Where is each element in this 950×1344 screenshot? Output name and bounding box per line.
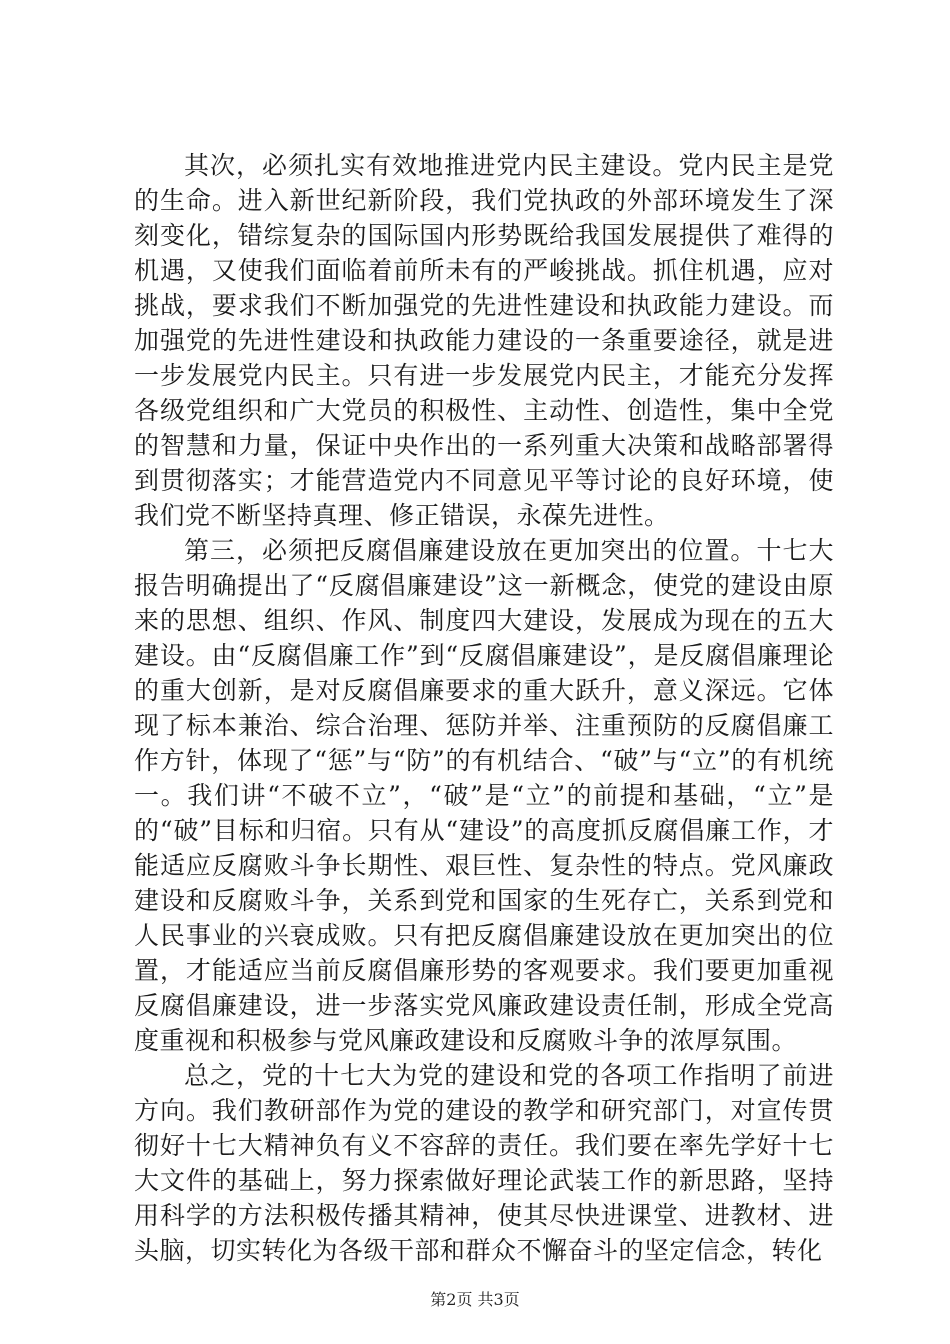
paragraph-party-democracy: 其次，必须扎实有效地推进党内民主建设。党内民主是党的生命。进入新世纪新阶段，我们党执政的外部环境发生了深刻变化，错综复杂的国际国内形势既给我国发展提供了难得的机遇，又使我们面临着前所未有的严峻挑战。抓住机遇，应对挑战，要求我们不断加强党的先进性建设和执政能力建设。而加强党的先进性建设和执政能力建设的一条重要途径，就是进一步发展党内民主。只有进一步发展党内民主，才能充分发挥各级党组织和广大党员的积极性、主动性、创造性，集中全党的智慧和力量，保证中央作出的一系列重大决策和战略部署得到贯彻落实；才能营造党内不同意见平等讨论的良好环境，使我们党不断坚持真理、修正错误，永葆先进性。 (134, 151, 834, 530)
paragraph-anti-corruption: 第三，必须把反腐倡廉建设放在更加突出的位置。十七大报告明确提出了“反腐倡廉建设”这一新概念，使党的建设由原来的思想、组织、作风、制度四大建设，发展成为现在的五大建设。由“反腐倡廉工作”到“反腐倡廉建设”，是反腐倡廉理论的重大创新，是对反腐倡廉要求的重大跃升，意义深远。它体现了标本兼治、综合治理、惩防并举、注重预防的反腐倡廉工作方针，体现了“惩”与“防”的有机结合、“破”与“立”的有机统一。我们讲“不破不立”，“破”是“立”的前提和基础，“立”是的“破”目标和归宿。只有从“建设”的高度抓反腐倡廉工作，才能适应反腐败斗争长期性、艰巨性、复杂性的特点。党风廉政建设和反腐败斗争，关系到党和国家的生死存亡，关系到党和人民事业的兴衰成败。只有把反腐倡廉建设放在更加突出的位置，才能适应当前反腐倡廉形势的客观要求。我们要更加重视反腐倡廉建设，进一步落实党风廉政建设责任制，形成全党高度重视和积极参与党风廉政建设和反腐败斗争的浓厚氛围。 (134, 536, 834, 1055)
paragraph-conclusion: 总之，党的十七大为党的建设和党的各项工作指明了前进方向。我们教研部作为党的建设的教学和研究部门，对宣传贯彻好十七大精神负有义不容辞的责任。我们要在率先学好十七大文件的基础上，努力探索做好理论武装工作的新思路，坚持用科学的方法积极传播其精神，使其尽快进课堂、进教材、进头脑，切实转化为各级干部和群众不懈奋斗的坚定信念，转化 (134, 1061, 834, 1265)
page-number-footer: 第2页 共3页 (430, 1290, 520, 1309)
document-body (134, 148, 834, 1268)
